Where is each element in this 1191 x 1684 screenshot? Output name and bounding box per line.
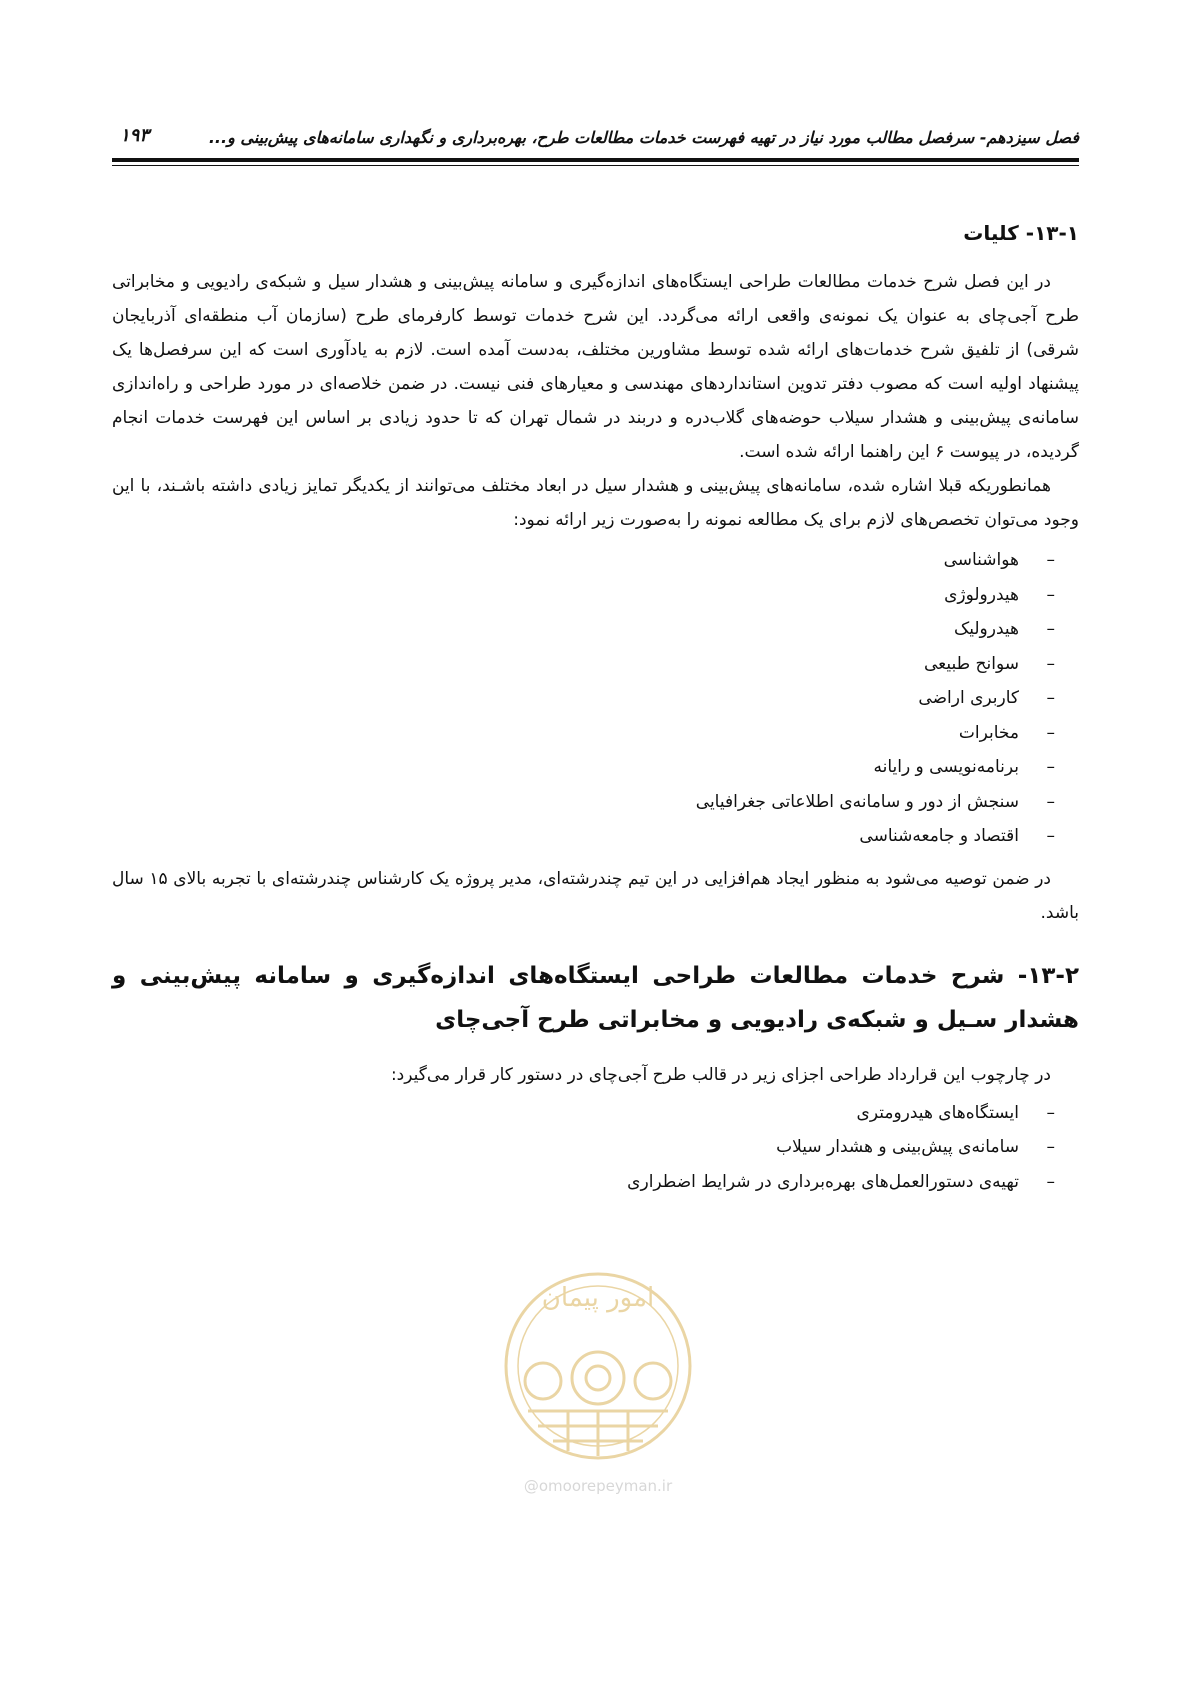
list-dash: – [1046, 653, 1055, 674]
section2-intro: در چارچوب این قرارداد طراحی اجزای زیر در قالب طرح آجی‌چای در دستور کار قرار می‌گیرد: [390, 1064, 1051, 1085]
list-dash: – [1046, 791, 1055, 812]
list-item: –هواشناسی [112, 543, 1055, 578]
list-dash: – [1046, 757, 1055, 777]
section1-paragraph-2: همانطوریکه قبلا اشاره شده، سامانه‌های پیش‌بینی و هشدار سیل در ابعاد مختلف می‌توانند از یکدیگر تمایز زیادی داشته باشـند، با این وجود می‌توان تخصص‌های لازم برای یک مطالعه نمونه را به‌صورت زیر ارائه نمود: [112, 476, 1079, 530]
list-dash: – [1046, 619, 1055, 639]
list-dash: – [1046, 1102, 1055, 1123]
list-item: –سوانح طبیعی [112, 647, 1055, 682]
specialties-list [112, 543, 1079, 854]
section1-paragraph-1: در این فصل شرح خدمات مطالعات طراحی ایستگاه‌های اندازه‌گیری و سامانه پیش‌بینی و هشدار سیل و شبکه‌ی رادیویی و مخابراتی طرح آجی‌چای به عنوان یک نمونه‌ی واقعی ارائه می‌گردد. این شرح خدمات توسط کارفرمای طرح (سازمان آب منطقه‌ای آذربایجان شرقی) از تلفیق شرح خدمات‌های ارائه شده توسط مشاورین مختلف، به‌دست آمده است. لازم به یادآوری است که این سرفصل‌ها یک پیشنهاد اولیه است که مصوب دفتر تدوین استانداردهای مهندسی و معیارهای فنی نیست. در ضمن خلاصه‌ای در مورد طراحی و راه‌اندازی سامانه‌ی پیش‌بینی و هشدار سیلاب حوضه‌های گلاب‌دره و دربند در شمال تهران که تا حدود زیادی بر اساس این فهرست خدمات انجام گردیده، در پیوست ۶ این راهنما ارائه شده است. [112, 272, 1079, 462]
list-dash: – [1046, 1137, 1055, 1157]
list-dash: – [1046, 550, 1055, 570]
list-item: –سنجش از دور و سامانه‌ی اطلاعاتی جغرافیایی [112, 785, 1055, 820]
list-item: –سامانه‌ی پیش‌بینی و هشدار سیلاب [112, 1130, 1055, 1165]
list-dash: – [1046, 722, 1055, 743]
watermark-url: @omoorepeyman.ir [523, 1477, 673, 1495]
section1-paragraph-3: در ضمن توصیه می‌شود به منظور ایجاد هم‌افزایی در این تیم چندرشته‌ای، مدیر پروژه یک کارشناس چندرشته‌ای با تجربه بالای ۱۵ سال باشد. [112, 868, 1079, 923]
header-title: فصل سیزدهم- سرفصل مطالب مورد نیاز در تهیه فهرست خدمات مطالعات طرح، بهره‌برداری و نگهداری سامانه‌های پیش‌بینی و... [208, 128, 1079, 147]
list-item: –تهیه‌ی دستورالعمل‌های بهره‌برداری در شرایط اضطراری [112, 1165, 1055, 1200]
list-item: –کاربری اراضی [112, 681, 1055, 716]
header-rule-thin [112, 165, 1079, 166]
list-item: –مخابرات [112, 716, 1055, 751]
page-body [112, 215, 1079, 1207]
list-item: –هیدرولوژی [112, 578, 1055, 613]
watermark-brand: امور پیمان [541, 1283, 655, 1313]
page-number: ۱۹۳ [120, 125, 150, 146]
list-item: –برنامه‌نویسی و رایانه [112, 750, 1055, 785]
components-list [112, 1096, 1079, 1200]
list-item: –ایستگاه‌های هیدرومتری [112, 1096, 1055, 1131]
list-dash: – [1046, 826, 1055, 846]
header-rule [112, 158, 1079, 162]
list-dash: – [1046, 688, 1055, 708]
list-dash: – [1046, 1171, 1055, 1192]
list-item: –هیدرولیک [112, 612, 1055, 647]
watermark-logo [498, 1266, 698, 1501]
section-heading-2: ۱۳-۲- شرح خدمات مطالعات طراحی ایستگاه‌های اندازه‌گیری و سامانه پیش‌بینی و هشدار سـیل و شبکه‌ی رادیویی و مخابراتی طرح آجی‌چای [112, 962, 1079, 1033]
running-header [112, 125, 1079, 152]
section-heading-1: ۱۳-۱- کلیات [963, 221, 1079, 245]
list-dash: – [1046, 584, 1055, 605]
list-item: –اقتصاد و جامعه‌شناسی [112, 819, 1055, 854]
